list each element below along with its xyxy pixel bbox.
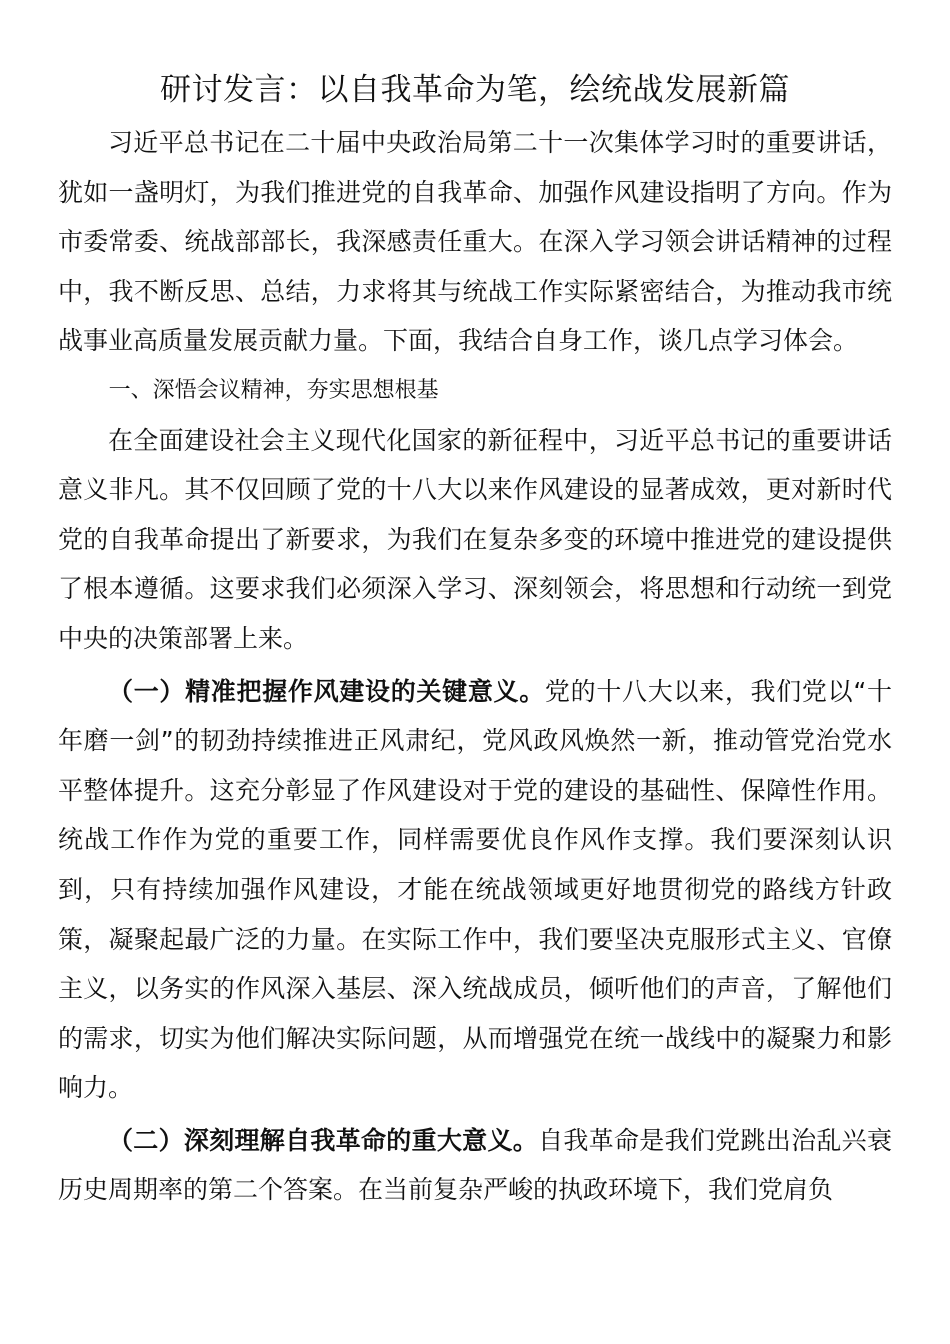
intro-paragraph: 习近平总书记在二十届中央政治局第二十一次集体学习时的重要讲话，犹如一盏明灯，为我们推进党的自我革命、加强作风建设指明了方向。作为市委常委、统战部部长，我深感责任重大。在深入学习领会讲话精神的过程中，我不断反思、总结，力求将其与统战工作实际紧密结合，为推动我市统战事业高质量发展贡献力量。下面，我结合自身工作，谈几点学习体会。 xyxy=(58,128,892,356)
document-title: 研讨发言：以自我革命为笔，绘统战发展新篇 xyxy=(160,72,790,108)
point-1-paragraph xyxy=(58,667,892,1113)
document-page xyxy=(58,62,892,1215)
point-2-paragraph xyxy=(58,1116,892,1215)
point-1-lead: （一）精准把握作风建设的关键意义。 xyxy=(108,676,545,706)
section-heading-1: 一、深悟会议精神，夯实思想根基 xyxy=(108,377,439,403)
section-1-paragraph: 在全面建设社会主义现代化国家的新征程中，习近平总书记的重要讲话意义非凡。其不仅回顾了党的十八大以来作风建设的显著成效，更对新时代党的自我革命提出了新要求，为我们在复杂多变的环境中推进党的建设提供了根本遵循。这要求我们必须深入学习、深刻领会，将思想和行动统一到党中央的决策部署上来。 xyxy=(58,425,892,653)
point-2-lead: （二）深刻理解自我革命的重大意义。 xyxy=(108,1125,539,1155)
point-1-body: 党的十八大以来，我们党以“十年磨一剑”的韧劲持续推进正风肃纪，党风政风焕然一新，推动管党治党水平整体提升。这充分彰显了作风建设对于党的建设的基础性、保障性作用。统战工作作为党的重要工作，同样需要优良作风作支撑。我们要深刻认识到，只有持续加强作风建设，才能在统战领域更好地贯彻党的路线方针政策，凝聚起最广泛的力量。在实际工作中，我们要坚决克服形式主义、官僚主义，以务实的作风深入基层、深入统战成员，倾听他们的声音，了解他们的需求，切实为他们解决实际问题，从而增强党在统一战线中的凝聚力和影响力。 xyxy=(58,676,892,1103)
point-2-body: 自我革命是我们党跳出治乱兴衰历史周期率的第二个答案。在当前复杂严峻的执政环境下，我们党肩负 xyxy=(58,1125,892,1205)
